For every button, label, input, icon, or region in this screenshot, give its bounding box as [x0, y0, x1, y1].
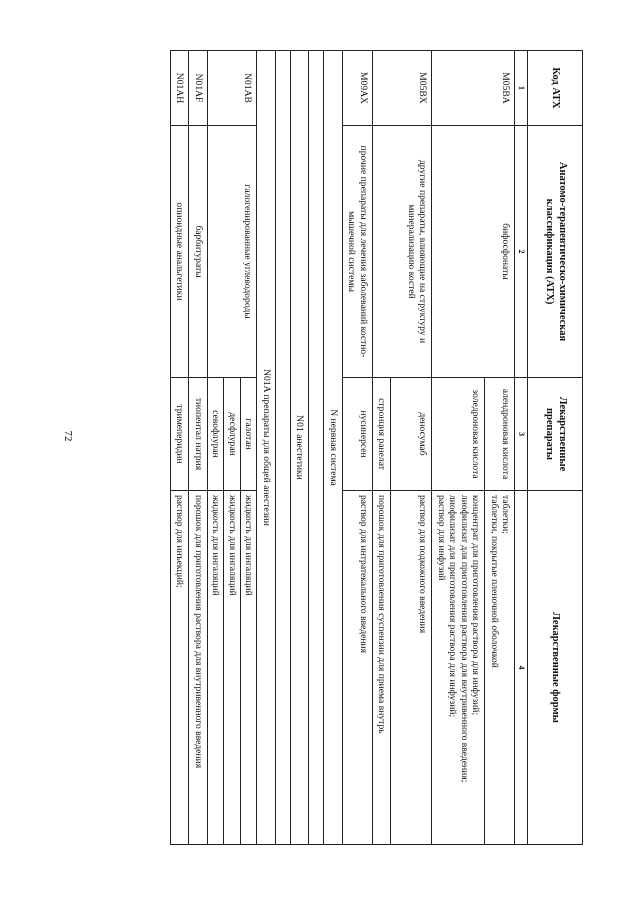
- section-heading: N01 анестетики: [290, 51, 309, 845]
- dosage-forms: таблетки; таблетки, покрытые пленочной оболочкой: [485, 491, 515, 845]
- dosage-forms: жидкость для ингаляций: [240, 491, 257, 845]
- atc-class: галогенированные углеводороды: [207, 126, 257, 378]
- drug-name: севофлуран: [207, 378, 224, 491]
- table-row: [485, 51, 515, 845]
- empty-cell: [275, 51, 290, 845]
- drug-name: тиопентал натрия: [189, 378, 208, 491]
- section-heading: N01A препараты для общей анестезии: [257, 51, 276, 845]
- rotated-document: [73, 50, 583, 844]
- atc-class: другие препараты, влияющие на структуру и минерализацию костей: [372, 126, 432, 378]
- table-row: [240, 51, 257, 845]
- drug-name: нусинерсен: [342, 378, 372, 491]
- empty-row: [309, 51, 324, 845]
- atc-code: M05BX: [372, 51, 432, 126]
- dosage-forms: порошок для приготовления суспензии для приема внутрь: [372, 491, 391, 845]
- dosage-forms: порошок для приготовления раствора для внутривенного введения: [189, 491, 208, 845]
- empty-row: [275, 51, 290, 845]
- drug-name: золедроновая кислота: [432, 378, 485, 491]
- atc-code: N01AH: [170, 51, 189, 126]
- atc-class: прочие препараты для лечения заболеваний костно-мышечной системы: [342, 126, 372, 378]
- column-number: 2: [515, 126, 528, 378]
- column-number: 1: [515, 51, 528, 126]
- header-preparations: Лекарственные препараты: [528, 378, 583, 491]
- atc-code: M05BA: [432, 51, 515, 126]
- atc-class: опиоидные анальгетики: [170, 126, 189, 378]
- drug-name: тримеперидин: [170, 378, 189, 491]
- atc-code: M09AX: [342, 51, 372, 126]
- drug-name: стронция ранелат: [372, 378, 391, 491]
- dosage-forms: жидкость для ингаляций: [224, 491, 241, 845]
- column-number: 3: [515, 378, 528, 491]
- table-row: [189, 51, 208, 845]
- column-number-row: [515, 51, 528, 845]
- header-row: [528, 51, 583, 845]
- dosage-forms: раствор для интратекального введения: [342, 491, 372, 845]
- table-row: [342, 51, 372, 845]
- atc-class: барбитураты: [189, 126, 208, 378]
- section-row: [324, 51, 343, 845]
- dosage-forms: жидкость для ингаляций: [207, 491, 224, 845]
- section-heading: N нервная система: [324, 51, 343, 845]
- atc-table: [170, 50, 583, 845]
- atc-class: бифосфонаты: [432, 126, 515, 378]
- header-forms: Лекарственные формы: [528, 491, 583, 845]
- section-row: [290, 51, 309, 845]
- table-row: [391, 51, 432, 845]
- empty-cell: [309, 51, 324, 845]
- atc-code: N01AF: [189, 51, 208, 126]
- page-number: 72: [62, 430, 74, 442]
- drug-name: деносумаб: [391, 378, 432, 491]
- column-number: 4: [515, 491, 528, 845]
- drug-name: галотан: [240, 378, 257, 491]
- atc-code: N01AB: [207, 51, 257, 126]
- dosage-forms: раствор для инъекций;: [170, 491, 189, 845]
- table-row: [170, 51, 189, 845]
- section-row: [257, 51, 276, 845]
- header-classification: Анатомо-терапевтическо-химическая классификация (АТХ): [528, 126, 583, 378]
- drug-name: алендроновая кислота: [485, 378, 515, 491]
- header-code: Код АТХ: [528, 51, 583, 126]
- drug-name: десфлуран: [224, 378, 241, 491]
- dosage-forms: раствор для подкожного введения: [391, 491, 432, 845]
- dosage-forms: концентрат для приготовления раствора для инфузий; лиофилизат для приготовления раствора для внутривенного введения; лиофилизат для приготовления раствора для инфузий; раствор для инфузий: [432, 491, 485, 845]
